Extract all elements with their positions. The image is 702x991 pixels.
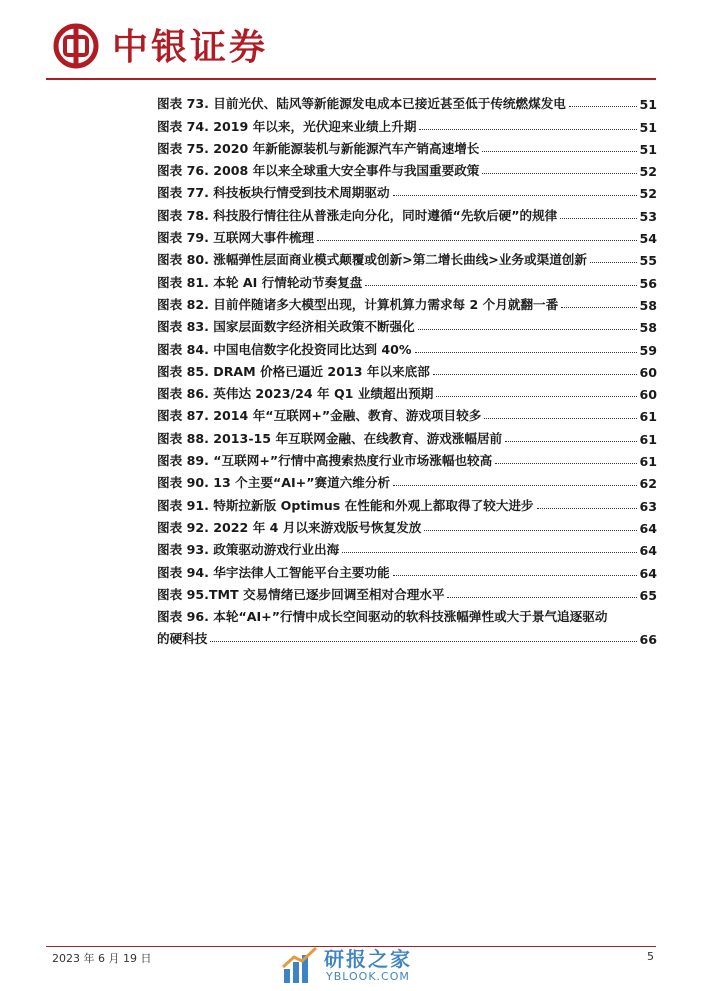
dot-leader: [569, 106, 638, 107]
toc-entry[interactable]: [157, 246, 657, 268]
toc-entry[interactable]: [157, 201, 657, 223]
toc-page-number: 52: [639, 164, 657, 180]
toc-page-number: 61: [639, 431, 657, 447]
toc-page-number: 66: [639, 632, 657, 648]
toc-page-number: 52: [639, 186, 657, 202]
dot-leader: [447, 597, 637, 598]
footer-page-number: 5: [647, 950, 654, 963]
toc-page-number: 64: [639, 543, 657, 559]
toc-page-number: 55: [639, 253, 657, 269]
toc-entry[interactable]: [157, 224, 657, 246]
toc-page-number: 65: [639, 587, 657, 603]
toc-entry[interactable]: [157, 603, 657, 648]
toc-entry[interactable]: [157, 469, 657, 491]
toc-page-number: 58: [639, 320, 657, 336]
bar-chart-logo-icon: [280, 945, 320, 985]
toc-entry[interactable]: [157, 358, 657, 380]
toc-entry-title: 图表 76. 2008 年以来全球重大安全事件与我国重要政策: [157, 163, 480, 179]
toc-entry[interactable]: [157, 179, 657, 201]
toc-page-number: 51: [639, 97, 657, 113]
toc-entry[interactable]: [157, 424, 657, 446]
dot-leader: [424, 530, 637, 531]
toc-page-number: 61: [639, 409, 657, 425]
toc-entry-title: 图表 80. 涨幅弹性层面商业模式颠覆或创新>第二增长曲线>业务或渠道创新: [157, 252, 587, 268]
toc-entry-title: 图表 92. 2022 年 4 月以来游戏版号恢复发放: [157, 519, 422, 535]
dot-leader: [210, 641, 637, 642]
toc-page-number: 58: [639, 297, 657, 313]
toc-entry-title: 图表 73. 目前光伏、陆风等新能源发电成本已接近甚至低于传统燃煤发电: [157, 96, 566, 112]
toc-entry-title: 图表 83. 国家层面数字经济相关政策不断强化: [157, 319, 415, 335]
dot-leader: [393, 195, 638, 196]
toc-page-number: 64: [639, 520, 657, 536]
toc-entry-title: 图表 74. 2019 年以来，光伏迎来业绩上升期: [157, 118, 417, 134]
header-divider: [46, 78, 656, 80]
figure-list: [157, 90, 657, 647]
toc-entry[interactable]: [157, 112, 657, 134]
toc-entry[interactable]: [157, 313, 657, 335]
dot-leader: [495, 463, 637, 464]
dot-leader: [393, 575, 638, 576]
toc-page-number: 60: [639, 387, 657, 403]
toc-entry[interactable]: [157, 380, 657, 402]
toc-entry[interactable]: [157, 514, 657, 536]
toc-page-number: 53: [639, 208, 657, 224]
toc-page-number: 61: [639, 454, 657, 470]
toc-entry[interactable]: [157, 581, 657, 603]
toc-entry-title: 图表 88. 2013-15 年互联网金融、在线教育、游戏涨幅居前: [157, 430, 503, 446]
toc-entry-title: 图表 94. 华宇法律人工智能平台主要功能: [157, 564, 390, 580]
dot-leader: [393, 485, 637, 486]
footer-date: 2023 年 6 月 19 日: [52, 952, 152, 965]
toc-entry-title: 图表 91. 特斯拉新版 Optimus 在性能和外观上都取得了较大进步: [157, 497, 534, 513]
toc-entry-title: 图表 81. 本轮 AI 行情轮动节奏复盘: [157, 274, 363, 290]
toc-page-number: 60: [639, 364, 657, 380]
toc-entry[interactable]: [157, 447, 657, 469]
dot-leader: [505, 441, 637, 442]
toc-entry[interactable]: [157, 157, 657, 179]
dot-leader: [590, 262, 637, 263]
dot-leader: [482, 173, 637, 174]
toc-entry-title: 图表 75. 2020 年新能源装机与新能源汽车产销高速增长: [157, 140, 480, 156]
page-header: [0, 0, 702, 80]
toc-entry-title: 图表 95.TMT 交易情绪已逐步回调至相对合理水平: [157, 586, 445, 602]
toc-page-number: 59: [639, 342, 657, 358]
bank-of-china-logo-icon: [52, 22, 100, 70]
dot-leader: [482, 151, 637, 152]
toc-page-number: 63: [639, 498, 657, 514]
toc-entry[interactable]: [157, 402, 657, 424]
toc-entry-title: 图表 84. 中国电信数字化投资同比达到 40%: [157, 341, 412, 357]
toc-entry-title: 图表 79. 互联网大事件梳理: [157, 230, 315, 246]
dot-leader: [484, 418, 637, 419]
toc-entry-title: 图表 82. 目前伴随诸多大模型出现，计算机算力需求每 2 个月就翻一番: [157, 296, 559, 312]
toc-entry[interactable]: [157, 536, 657, 558]
toc-entry-title: 图表 87. 2014 年“互联网+”金融、教育、游戏项目较多: [157, 408, 482, 424]
toc-entry[interactable]: [157, 135, 657, 157]
dot-leader: [342, 552, 637, 553]
toc-entry-title: 图表 93. 政策驱动游戏行业出海: [157, 542, 340, 558]
dot-leader: [415, 352, 638, 353]
toc-entry[interactable]: [157, 90, 657, 112]
brand-name: 中银证券: [112, 27, 269, 68]
toc-entry-title: 图表 96. 本轮“AI+”行情中成长空间驱动的软科技涨幅弹性或大于景气追逐驱动: [157, 609, 608, 625]
watermark: [280, 943, 440, 991]
toc-entry-title: 图表 85. DRAM 价格已逼近 2013 年以来底部: [157, 363, 430, 379]
dot-leader: [560, 218, 637, 219]
toc-page-number: 54: [639, 231, 657, 247]
toc-entry[interactable]: [157, 558, 657, 580]
dot-leader: [317, 240, 637, 241]
toc-page-number: 62: [639, 476, 657, 492]
dot-leader: [419, 129, 637, 130]
toc-page-number: 64: [639, 565, 657, 581]
watermark-url: YBLOOK.COM: [326, 970, 410, 983]
toc-entry-title: 图表 77. 科技板块行情受到技术周期驱动: [157, 185, 390, 201]
dot-leader: [418, 329, 638, 330]
dot-leader: [436, 396, 637, 397]
toc-page-number: 51: [639, 141, 657, 157]
toc-entry[interactable]: [157, 335, 657, 357]
toc-page-number: 56: [639, 275, 657, 291]
dot-leader: [537, 508, 638, 509]
dot-leader: [365, 285, 637, 286]
toc-entry[interactable]: [157, 268, 657, 290]
toc-entry-title: 图表 89. “互联网+”行情中高搜索热度行业市场涨幅也较高: [157, 453, 493, 469]
toc-page-number: 51: [639, 119, 657, 135]
dot-leader: [561, 307, 637, 308]
toc-entry[interactable]: [157, 491, 657, 513]
toc-entry-title: 图表 78. 科技股行情往往从普涨走向分化，同时遵循“先软后硬”的规律: [157, 207, 558, 223]
toc-entry-title: 图表 86. 英伟达 2023/24 年 Q1 业绩超出预期: [157, 386, 434, 402]
toc-entry-title-continued: 的硬科技: [157, 631, 208, 647]
watermark-title: 研报之家: [324, 947, 412, 971]
dot-leader: [433, 374, 638, 375]
toc-entry-title: 图表 90. 13 个主要“AI+”赛道六维分析: [157, 475, 391, 491]
toc-entry[interactable]: [157, 291, 657, 313]
